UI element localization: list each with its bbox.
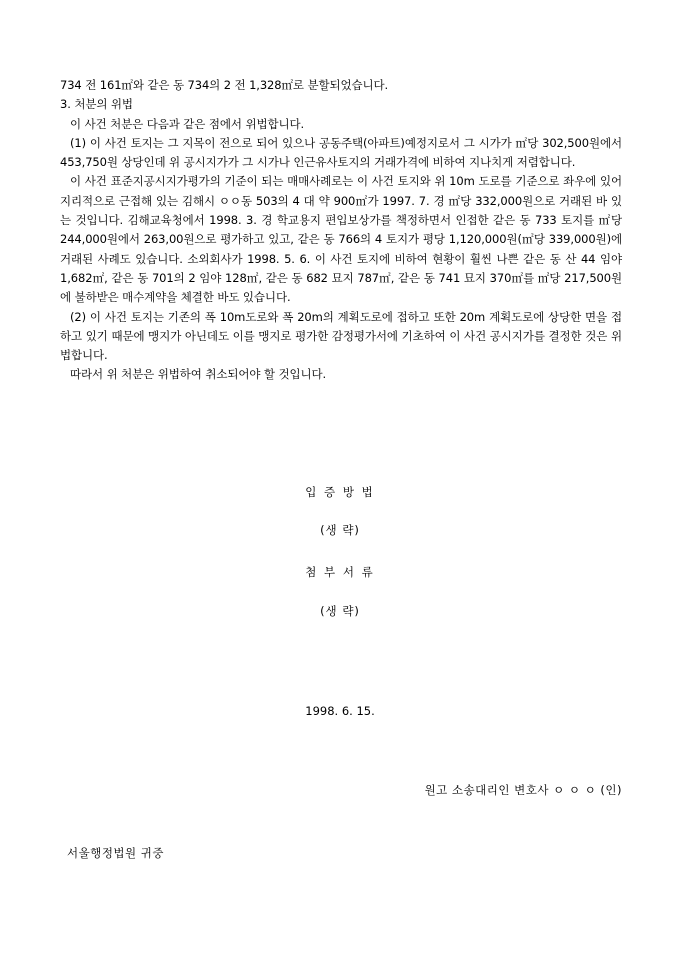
evidence-omitted: (생 략): [320, 523, 360, 537]
attachments-heading: 첨 부 서 류: [305, 565, 375, 579]
section-heading: 3. 처분의 위법: [60, 97, 133, 112]
conclusion-paragraph: 따라서 위 처분은 위법하여 취소되어야 할 것입니다.: [70, 367, 327, 382]
document-body: [60, 76, 622, 385]
point-1-detail-paragraph: 이 사건 표준지공시지가평가의 기준이 되는 매매사례로는 이 사건 토지와 위 10m 도로를 기준으로 좌우에 있어 지리적으로 근접해 있는 김해시 ㅇㅇ동 503의 4 대 약 900㎡가 1997. 7. 경 ㎡당 332,000원으로 거래된 바 있는 것입니다. 김해교육청에서 1998. 3. 경 학교용지 편입보상가를 책정하면서 인접한 같은 동 733 토지를 ㎡당 244,000원에서 263,00원으로 평가하고 있고, 같은 동 766의 4 토지가 평당 1,120,000원(㎡당 339,000원)에 거래된 사례도 있습니다. 소외회사가 1998. 5. 6. 이 사건 토지에 비하여 현황이 훨씬 나쁜 같은 동 산 44 임야 1,682㎡, 같은 동 701의 2 임야 128㎡, 같은 동 682 묘지 787㎡, 같은 동 741 묘지 370㎡를 ㎡당 217,500원에 불하받은 매수계약을 체결한 바도 있습니다.: [60, 174, 622, 305]
point-1-paragraph: (1) 이 사건 토지는 그 지목이 전으로 되어 있으나 공동주택(아파트)예정지로서 그 시가가 ㎡당 302,500원에서 453,750원 상당인데 위 공시지가가 그 시가나 인근유사토지의 거래가격에 비하여 지나치게 저렴합니다.: [60, 135, 622, 170]
attachments-omitted: (생 략): [320, 604, 360, 618]
continued-line: 734 전 161㎡와 같은 동 734의 2 전 1,328㎡로 분할되었습니다.: [60, 78, 389, 92]
filing-date: 1998. 6. 15.: [305, 704, 375, 718]
attorney-signature: 원고 소송대리인 변호사 ㅇ ㅇ ㅇ (인): [424, 783, 622, 797]
court-addressee: 서울행정법원 귀중: [67, 846, 165, 860]
evidence-heading: 입 증 방 법: [305, 485, 375, 499]
point-2-paragraph: (2) 이 사건 토지는 기존의 폭 10m도로와 폭 20m의 계획도로에 접하고 또한 20m 계획도로에 상당한 면을 접하고 있기 때문에 맹지가 아닌데도 이를 맹지로 평가한 감정평가서에 기초하여 이 사건 공시지가를 결정한 것은 위법합니다.: [60, 309, 622, 363]
intro-paragraph: 이 사건 처분은 다음과 같은 점에서 위법합니다.: [70, 116, 305, 131]
